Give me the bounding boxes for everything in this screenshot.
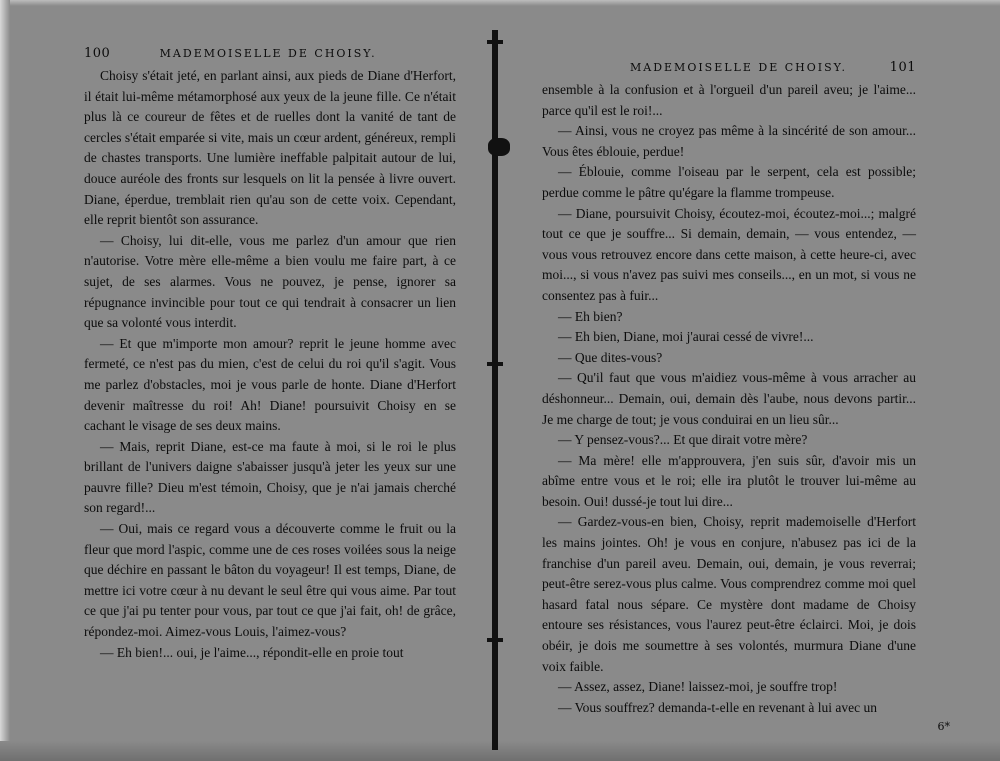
right-page-header xyxy=(630,60,916,80)
paragraph: — Éblouie, comme l'oiseau par le serpent, cela est possible; perdue comme le pâtre qu'égare la flamme trompeuse. xyxy=(542,164,916,200)
right-page-text xyxy=(542,80,916,718)
paragraph: — Oui, mais ce regard vous a découverte comme le fruit ou la fleur que mord l'aspic, comme une de ces roses voilées sous la neige que déchire en passant le bâton du voyageur! Il est temps, Diane, de mettre ici votre cœur à nu devant le seul être qui vous aime. Par tout ce que j'ai pu tenter pour vous, par tout ce que j'ai fait, oh! de grâce, répondez-moi. Aimez-vous Louis, l'aimez-vous? xyxy=(84,521,456,640)
paragraph: — Vous souffrez? demanda-t-elle en revenant à lui avec un xyxy=(558,699,878,715)
running-title: MADEMOISELLE DE CHOISY. xyxy=(630,61,847,74)
paragraph: — Ma mère! elle m'approuvera, j'en suis sûr, d'avoir mis un abîme entre vous et le roi; elle ira plutôt le trouver lui-même au besoin. Oui! dussé-je tout lui dire... xyxy=(542,452,916,509)
paragraph: — Y pensez-vous?... Et que dirait votre mère? xyxy=(558,432,808,448)
paragraph: — Ainsi, vous ne croyez pas même à la sincérité de son amour... Vous êtes éblouie, perdue! xyxy=(542,123,916,159)
paragraph: — Et que m'importe mon amour? reprit le jeune homme avec fermeté, ce n'est pas du mien, c'est de celui du roi qu'il s'agit. Vous me parlez d'obstacles, moi je vous parle de honte. Diane d'Herfort devenir maîtresse du roi! Ah! Diane! poursuivit Choisy en se cachant le visage de ses deux mains. xyxy=(84,335,456,434)
paragraph: — Qu'il faut que vous m'aidiez vous-même à vous arracher au déshonneur... Demain, oui, demain dès l'aube, nous devons partir... Je me charge de tout; je vous conduirai en un lieu sûr... xyxy=(542,370,916,427)
right-page xyxy=(542,60,916,718)
paragraph: — Eh bien? xyxy=(558,308,623,324)
gutter-mark xyxy=(487,638,503,642)
paragraph: — Eh bien, Diane, moi j'aurai cessé de vivre!... xyxy=(558,329,814,345)
signature-mark: 6* xyxy=(937,720,950,733)
page-number: 100 xyxy=(84,46,111,61)
running-title: MADEMOISELLE DE CHOISY. xyxy=(159,47,377,60)
bottom-edge-shadow xyxy=(0,741,1000,761)
gutter-blot xyxy=(488,138,510,156)
left-page-text xyxy=(84,66,456,663)
left-page xyxy=(84,46,456,663)
paragraph-continuation: ensemble à la confusion et à l'orgueil d'un pareil aveu; je l'aime... parce qu'il est le roi!... xyxy=(542,82,916,118)
left-edge-shadow xyxy=(0,0,10,761)
paragraph: — Gardez-vous-en bien, Choisy, reprit mademoiselle d'Herfort les mains jointes. Oh! je vous en conjure, n'abusez pas ici de la franchise d'un pareil aveu. Demain, oui, demain, je vous reverrai; peut-être serez-vous plus calme. Vous comprendrez comme moi quel hasard fatal nous sépare. Ce mystère dont madame de Choisy entoure ses résistances, vous l'aurez peut-être éclairci. Moi, je dois obéir, je dois me soumettre à ses volontés, murmura Diane d'une voix faible. xyxy=(542,514,916,674)
gutter-mark xyxy=(487,40,503,44)
paragraph: Choisy s'était jeté, en parlant ainsi, aux pieds de Diane d'Herfort, il était lui-même métamorphosé aux yeux de la jeune fille. Ce n'était plus là ce coureur de fêtes et de ruelles dont la vanité de tant de cercles s'était emparée si vite, mais un cœur ardent, généreux, rempli de chastes transports. Une lumière ineffable palpitait autour de lui, douce auréole des fronts sur lesquels on lit la pensée à livre ouvert. Diane, éperdue, tremblait rien qu'au son de cette voix. Cependant, elle reprit bientôt son assurance. xyxy=(84,68,456,228)
paragraph: — Assez, assez, Diane! laissez-moi, je souffre trop! xyxy=(558,679,838,695)
paragraph: — Diane, poursuivit Choisy, écoutez-moi, écoutez-moi...; malgré tout ce que je souffre... Si demain, demain, — vous entendez, — vous vous retrouvez encore dans cette maison, à cette heure-ci, avec moi..., si vous n'avez pas suivi mes conseils..., en un mot, si vous ne consentez pas à fuir... xyxy=(542,205,916,303)
top-edge-shadow xyxy=(0,0,1000,6)
paragraph: — Choisy, lui dit-elle, vous me parlez d'un amour que rien n'autorise. Votre mère elle-même a bien voulu me faire part, à ce sujet, de ses alarmes. Vous ne pouvez, je pense, ignorer sa répugnance invincible pour tout ce qui tendrait à consacrer un lien que sa volonté vous interdit. xyxy=(84,232,456,331)
gutter-mark xyxy=(487,362,503,366)
paragraph: — Mais, reprit Diane, est-ce ma faute à moi, si le roi le plus brillant de l'univers daigne s'abaisser jusqu'à jeter les yeux sur une pauvre fille? Dieu m'est témoin, Choisy, que je n'ai jamais cherché son regard!... xyxy=(84,438,456,516)
page-number: 101 xyxy=(889,60,916,75)
left-page-header xyxy=(84,46,456,66)
paragraph: — Eh bien!... oui, je l'aime..., répondit-elle en proie tout xyxy=(100,644,404,660)
paragraph: — Que dites-vous? xyxy=(558,349,663,365)
